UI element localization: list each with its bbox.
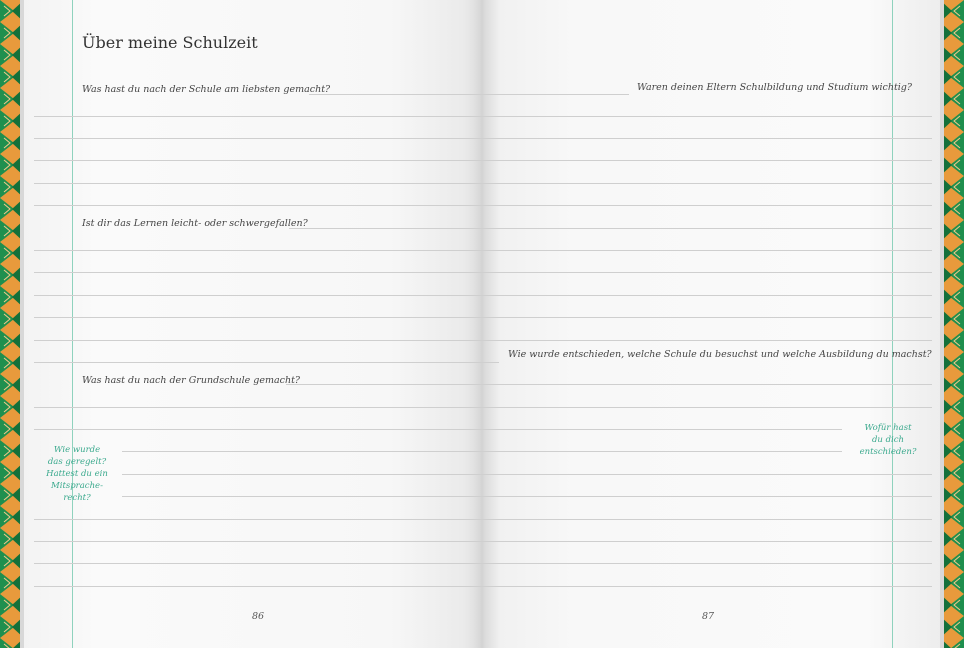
side-note-line: recht? xyxy=(63,493,91,503)
side-note-left xyxy=(38,444,116,504)
ruled-line xyxy=(122,474,932,475)
question-school-choice: Wie wurde entschieden, welche Schule du besuchst und welche Ausbildung du machst? xyxy=(508,349,932,360)
side-note-line: du dich xyxy=(871,435,904,445)
page-number-left: 86 xyxy=(252,611,265,622)
ruled-line xyxy=(34,563,932,564)
ruled-line xyxy=(34,295,932,296)
ruled-line xyxy=(34,160,932,161)
page-title: Über meine Schulzeit xyxy=(82,33,258,52)
ruled-line xyxy=(34,183,932,184)
ruled-line xyxy=(34,429,842,430)
ruled-line xyxy=(34,138,932,139)
side-note-line: Wie wurde xyxy=(53,445,101,455)
book-edge-pattern-right xyxy=(940,0,964,648)
side-note-line: Hattest du ein xyxy=(46,469,108,479)
ruled-line xyxy=(122,496,932,497)
answer-line xyxy=(289,228,932,229)
ruled-line xyxy=(34,340,932,341)
page-number-right: 87 xyxy=(702,611,715,622)
side-note-right xyxy=(850,422,926,458)
answer-line xyxy=(286,384,932,385)
book-spread xyxy=(24,0,940,648)
left-margin-line xyxy=(72,0,73,648)
answer-line xyxy=(34,362,499,363)
ruled-line xyxy=(34,272,932,273)
side-note-line: Wofür hast xyxy=(864,423,912,433)
book-spine-shadow xyxy=(464,0,500,648)
question-after-school: Was hast du nach der Schule am liebsten gemacht? xyxy=(82,84,331,95)
ruled-line xyxy=(34,407,932,408)
side-note-line: das geregelt? xyxy=(47,457,107,467)
ruled-line xyxy=(122,451,842,452)
question-after-primary-school: Was hast du nach der Grundschule gemacht? xyxy=(82,375,301,386)
answer-line xyxy=(309,94,629,95)
ruled-line xyxy=(34,250,932,251)
ruled-line xyxy=(34,205,932,206)
question-parents-education: Waren deinen Eltern Schulbildung und Studium wichtig? xyxy=(637,82,912,93)
ruled-line xyxy=(34,116,932,117)
ruled-line xyxy=(34,541,932,542)
question-learning: Ist dir das Lernen leicht- oder schwergefallen? xyxy=(82,218,308,229)
right-margin-line xyxy=(892,0,893,648)
book-edge-pattern-left xyxy=(0,0,24,648)
side-note-line: Mitsprache- xyxy=(51,481,103,491)
side-note-line: entschieden? xyxy=(859,447,917,457)
ruled-line xyxy=(34,586,932,587)
ruled-line xyxy=(34,317,932,318)
ruled-line xyxy=(34,519,932,520)
